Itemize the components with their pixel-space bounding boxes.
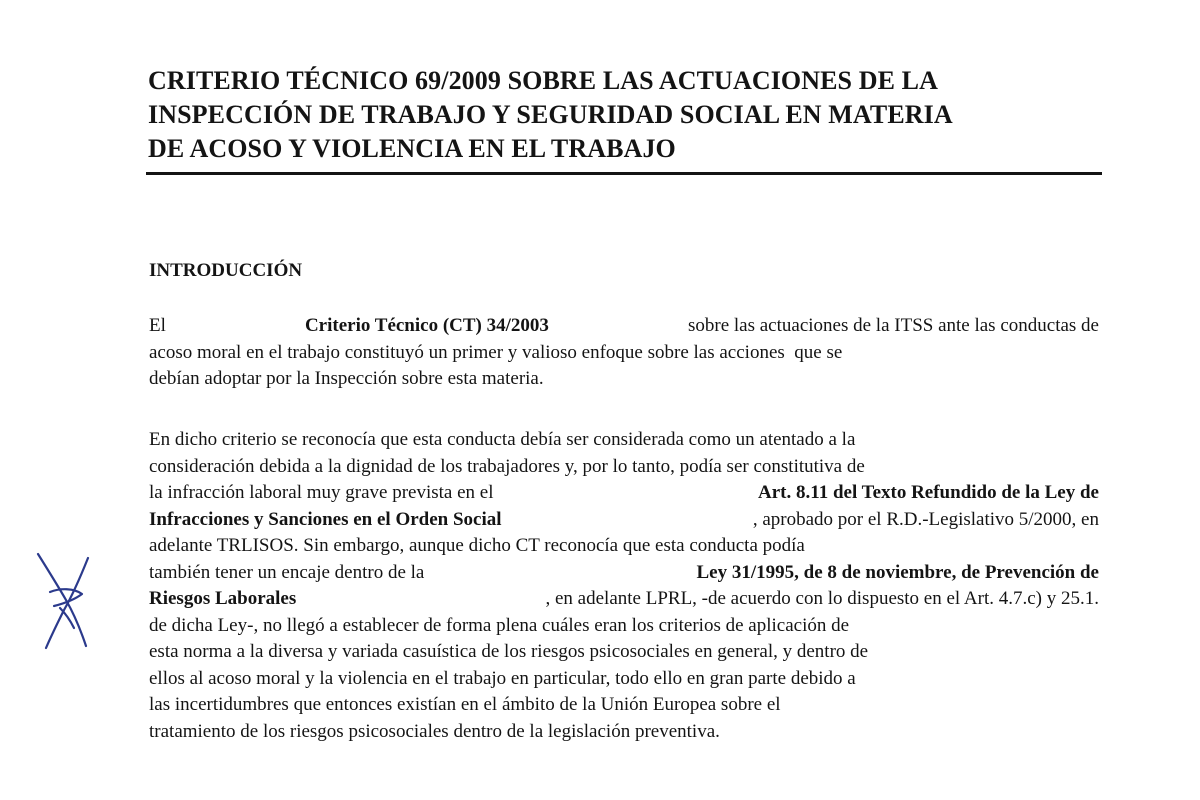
text-run: ellos al acoso moral y la violencia en el trabajo en particular, todo ello en gran parte debido a: [149, 667, 856, 689]
section-heading-introduccion: INTRODUCCIÓN: [149, 260, 303, 281]
paragraph-line: [149, 586, 1099, 613]
text-run: adelante TRLISOS. Sin embargo, aunque dicho CT reconocía que esta conducta podía: [149, 535, 805, 556]
handwritten-signature-icon: [30, 548, 94, 652]
text-run-bold: Ley 31/1995, de 8 de noviembre, de Prevención de: [696, 561, 1099, 583]
paragraph-line: [149, 639, 1099, 666]
text-run: acoso moral en el trabajo constituyó un primer y valioso enfoque sobre las acciones que se: [149, 341, 843, 363]
text-run: también tener un encaje dentro de la: [149, 561, 430, 583]
paragraph-line: [149, 533, 1099, 560]
text-run: las incertidumbres que entonces existían en el ámbito de la Unión Europea sobre el: [149, 694, 781, 715]
title-line: CRITERIO TÉCNICO 69/2009 SOBRE LAS ACTUACIONES DE LA: [148, 66, 938, 95]
text-run-bold: Criterio Técnico (CT) 34/2003: [304, 315, 549, 336]
paragraph-line: [149, 666, 1099, 693]
text-run: esta norma a la diversa y variada casuística de los riesgos psicosociales en general, y dentro de: [149, 641, 869, 662]
paragraph-line: [149, 692, 1099, 719]
text-run: , en adelante LPRL, -de acuerdo con lo dispuesto en el Art. 4.7.c) y 25.1.: [545, 588, 1099, 609]
text-run: El: [149, 315, 171, 336]
title-underline-divider: [146, 172, 1102, 175]
paragraph-line: [149, 340, 1099, 367]
paragraph-2: [149, 427, 1099, 745]
paragraph-line: [149, 560, 1099, 587]
text-run-bold: Infracciones y Sanciones en el Orden Social: [149, 508, 502, 530]
text-run: , aprobado por el R.D.-Legislativo 5/2000, en: [752, 508, 1099, 530]
paragraph-line: [149, 480, 1099, 507]
text-run: sobre las actuaciones de la ITSS ante las conductas de: [683, 315, 1099, 336]
text-run: la infracción laboral muy grave prevista en el: [149, 482, 499, 503]
paragraph-line: [149, 613, 1099, 640]
text-run: de dicha Ley-, no llegó a establecer de forma plena cuáles eran los criterios de aplicación de: [149, 614, 850, 636]
document-title: [148, 64, 1100, 166]
paragraph-line: [149, 313, 1099, 340]
text-run-bold: Art. 8.11 del Texto Refundido de la Ley de: [758, 482, 1099, 503]
text-run: tratamiento de los riesgos psicosociales dentro de la legislación preventiva.: [149, 720, 720, 742]
paragraph-line: [149, 719, 1099, 746]
paragraph-line: [149, 366, 1099, 393]
title-line: DE ACOSO Y VIOLENCIA EN EL TRABAJO: [148, 134, 676, 163]
paragraph-1: [149, 313, 1099, 393]
paragraph-line: [149, 454, 1099, 481]
title-line: INSPECCIÓN DE TRABAJO Y SEGURIDAD SOCIAL EN MATERIA: [148, 100, 953, 129]
text-run: debían adoptar por la Inspección sobre esta materia.: [149, 368, 544, 389]
paragraph-line: [149, 427, 1099, 454]
text-run: consideración debida a la dignidad de los trabajadores y, por lo tanto, podía ser constitutiva de: [149, 455, 865, 477]
text-run: En dicho criterio se reconocía que esta conducta debía ser considerada como un atentado a la: [149, 429, 856, 450]
paragraph-line: [149, 507, 1099, 534]
text-run-bold: Riesgos Laborales: [149, 588, 297, 609]
